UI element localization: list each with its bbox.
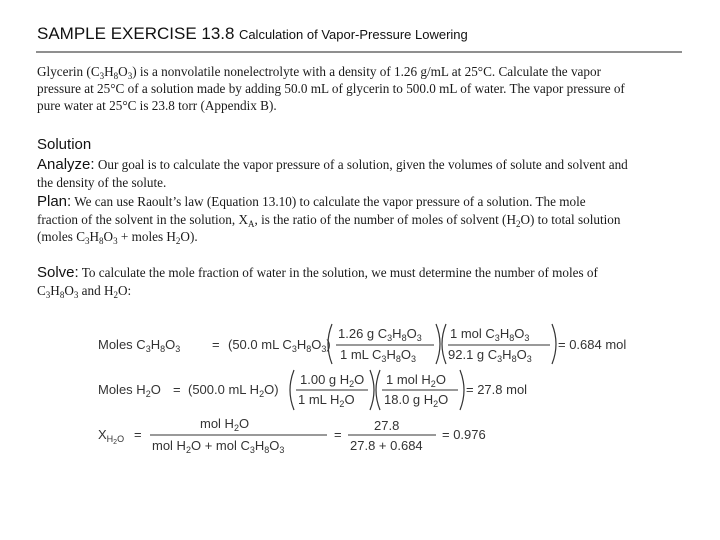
page-title [37,24,468,44]
eq2-paren-right-1 [370,370,374,410]
title-exercise-number: SAMPLE EXERCISE 13.8 [37,24,235,43]
eq3-result: = 0.976 [442,427,486,442]
plan-label: Plan: [37,193,72,210]
solution-heading: Solution [37,136,92,153]
eq2-f2-numerator: 1 mol $H_2O$ [386,372,446,389]
analyze-paragraph: Analyze: Our goal is to calculate the vapor pressure of a solution, given the volumes of solute and solvent and the density of the solute. [37,156,628,190]
eq1-paren-left-2 [442,324,446,364]
title-divider [36,51,682,53]
eq1-paren-right-1 [436,324,440,364]
eq2-paren-left-2 [376,370,380,410]
eq1-f1-numerator: 1.26 g $C_3H_8O_3$ [338,326,422,343]
eq3-equals: = [134,427,142,442]
eq1-f1-denominator: 1 mL $C_3H_8O_3$ [340,347,416,364]
problem-line-3: pure water at 25°C is 23.8 torr (Appendix B). [37,98,277,113]
eq2-paren-right-2 [460,370,464,410]
eq1-result: = 0.684 mol [558,337,627,352]
eq3-denominator: mol $H_2O$ + mol $C_3H_8O_3$ [152,438,285,455]
equation-moles-glycerin [98,324,626,364]
equation-mole-fraction [98,416,486,455]
eq2-f1-denominator: 1 mL $H_2O$ [298,392,355,409]
plan-paragraph: Plan: We can use Raoult’s law (Equation 13.10) to calculate the vapor pressure of a solution. The mole fraction of the solvent in the solution, $X_A$, is the ratio of the number of moles of solvent $(H_2O)$ to total solution (moles $C_3H_8O_3$ + moles $H_2O$). [37,193,621,246]
title-topic: Calculation of Vapor-Pressure Lowering [238,27,468,42]
eq2-f1-numerator: 1.00 g $H_2O$ [300,372,365,389]
eq1-f2-denominator: 92.1 g $C_3H_8O_3$ [448,347,532,364]
solve-paragraph: Solve: To calculate the mole fraction of water in the solution, we must determine the number of moles of $C_3H_8O_3$ and $H_2O$: [37,264,598,300]
equation-moles-water [98,370,527,410]
problem-statement [37,63,687,114]
eq3-numerator: mol $H_2O$ [200,416,250,433]
problem-line-2: pressure at 25°C of a solution made by adding 50.0 mL of glycerin to 500.0 mL of water. The vapor pressure of [37,81,625,96]
eq1-paren-right-2 [552,324,556,364]
eq2-result: = 27.8 mol [466,382,528,397]
eq2-f2-denominator: 18.0 g $H_2O$ [384,392,449,409]
eq1-volume: (50.0 mL $C_3H_8O_3$) [228,337,331,354]
eq2-lhs: Moles $H_2O$ [98,382,161,399]
eq2-paren-left-1 [290,370,294,410]
eq2-volume: (500.0 mL $H_2O$) [188,382,279,399]
equations-block [90,318,650,488]
problem-line-1: Glycerin $(C_3H_8O_3)$ is a nonvolatile nonelectrolyte with a density of 1.26 g/mL at 25°C. Calculate the vapor [37,64,601,81]
eq2-equals: = [173,382,181,397]
analyze-label: Analyze: [37,156,95,173]
eq3-numerator-2: 27.8 [374,418,400,433]
solve-label: Solve: [37,264,79,281]
eq1-lhs: Moles $C_3H_8O_3$ [98,337,181,354]
eq3-lhs: $X_H2O$ [98,427,125,446]
eq1-f2-numerator: 1 mol $C_3H_8O_3$ [450,326,530,343]
eq3-equals-2: = [334,427,342,442]
eq1-equals: = [212,337,220,352]
eq3-denominator-2: 27.8 + 0.684 [350,438,423,453]
